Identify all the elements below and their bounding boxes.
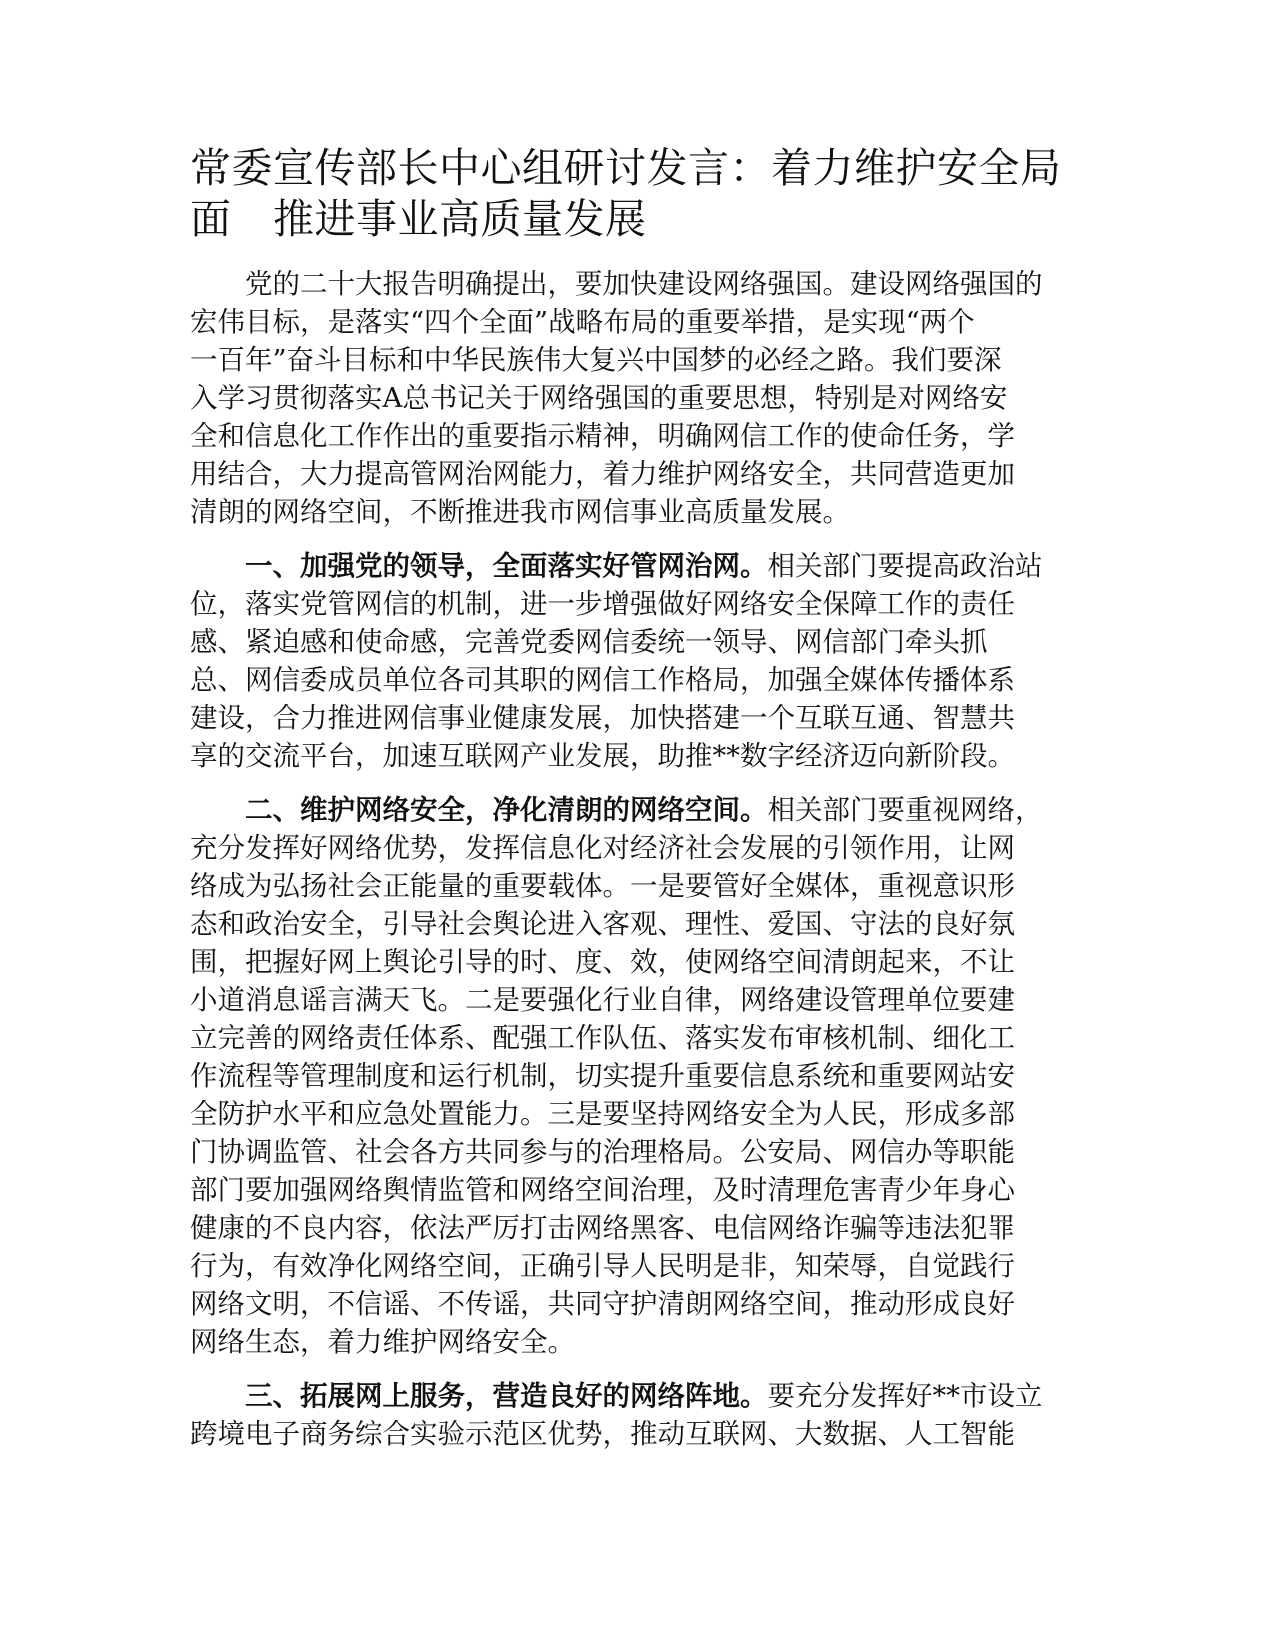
paragraph-line [190, 303, 1070, 341]
paragraph-line [190, 737, 1070, 775]
paragraph-line [190, 867, 1070, 905]
line-text: 围，把握好网上舆论引导的时、度、效，使网络空间清朗起来，不让 [190, 946, 1015, 978]
paragraph-line [190, 417, 1070, 455]
paragraph-line [190, 1209, 1070, 1247]
line-text: 位，落实党管网信的机制，进一步增强做好网络安全保障工作的责任 [190, 588, 1015, 620]
line-text: 作流程等管理制度和运行机制，切实提升重要信息系统和重要网站安 [190, 1060, 1015, 1092]
paragraph-line [190, 1019, 1070, 1057]
paragraph-line [190, 1133, 1070, 1171]
line-text: 宏伟目标，是落实“四个全面”战略布局的重要举措，是实现“两个 [190, 306, 975, 338]
line-text: 总、网信委成员单位各司其职的网信工作格局，加强全媒体传播体系 [190, 664, 1015, 696]
document-body [190, 143, 1070, 1453]
line-text: 网络生态，着力维护网络安全。 [190, 1326, 575, 1358]
line-text: 建设，合力推进网信事业健康发展，加快搭建一个互联互通、智慧共 [190, 702, 1015, 734]
document-title [190, 143, 1070, 245]
paragraph-line [190, 981, 1070, 1019]
paragraph-line [190, 547, 1070, 585]
line-text: 全防护水平和应急处置能力。三是要坚持网络安全为人民，形成多部 [190, 1098, 1015, 1130]
line-text: 网络文明，不信谣、不传谣，共同守护清朗网络空间，推动形成良好 [190, 1288, 1015, 1320]
line-text: 部门要加强网络舆情监管和网络空间治理，及时清理危害青少年身心 [190, 1174, 1015, 1206]
paragraph-line [190, 1057, 1070, 1095]
line-text: 相关部门要提高政治站 [767, 550, 1043, 582]
paragraph-line [190, 623, 1070, 661]
paragraph-line [190, 699, 1070, 737]
line-text: 党的二十大报告明确提出，要加快建设网络强国。建设网络强国的 [190, 268, 1043, 300]
paragraph-line [190, 905, 1070, 943]
paragraph-line [190, 341, 1070, 379]
paragraph-line [190, 661, 1070, 699]
line-text: 行为，有效净化网络空间，正确引导人民明是非，知荣辱，自觉践行 [190, 1250, 1015, 1282]
paragraph-line [190, 1377, 1070, 1415]
paragraph-line [190, 1171, 1070, 1209]
paragraph-line [190, 791, 1070, 829]
paragraph [190, 265, 1070, 531]
line-text: 要充分发挥好**市设立 [767, 1380, 1043, 1412]
paragraph [190, 1377, 1070, 1453]
paragraph-line [190, 1095, 1070, 1133]
paragraph-line [190, 1247, 1070, 1285]
line-text: 跨境电子商务综合实验示范区优势，推动互联网、大数据、人工智能 [190, 1418, 1015, 1450]
line-text: 态和政治安全，引导社会舆论进入客观、理性、爱国、守法的良好氛 [190, 908, 1015, 940]
paragraph-line [190, 493, 1070, 531]
line-text: 络成为弘扬社会正能量的重要载体。一是要管好全媒体，重视意识形 [190, 870, 1015, 902]
paragraph-line [190, 585, 1070, 623]
line-text: 充分发挥好网络优势，发挥信息化对经济社会发展的引领作用，让网 [190, 832, 1015, 864]
paragraph-line [190, 265, 1070, 303]
title-line: 常委宣传部长中心组研讨发言：着力维护安全局 [190, 144, 1062, 192]
line-text: 入学习贯彻落实A总书记关于网络强国的重要思想，特别是对网络安 [190, 382, 1008, 414]
title-line: 面 推进事业高质量发展 [190, 195, 647, 243]
line-text: 清朗的网络空间，不断推进我市网信事业高质量发展。 [190, 496, 850, 528]
paragraph-line [190, 455, 1070, 493]
paragraph-line [190, 829, 1070, 867]
paragraph-list [190, 265, 1070, 1453]
paragraph-line [190, 1323, 1070, 1361]
section-heading: 一、加强党的领导，全面落实好管网治网。 [190, 550, 768, 582]
paragraph [190, 547, 1070, 775]
line-text: 用结合，大力提高管网治网能力，着力维护网络安全，共同营造更加 [190, 458, 1015, 490]
line-text: 感、紧迫感和使命感，完善党委网信委统一领导、网信部门牵头抓 [190, 626, 988, 658]
line-text: 全和信息化工作作出的重要指示精神，明确网信工作的使命任务，学 [190, 420, 1015, 452]
line-text: 立完善的网络责任体系、配强工作队伍、落实发布审核机制、细化工 [190, 1022, 1015, 1054]
line-text: 享的交流平台，加速互联网产业发展，助推**数字经济迈向新阶段。 [190, 740, 1015, 772]
line-text: 健康的不良内容，依法严厉打击网络黑客、电信网络诈骗等违法犯罪 [190, 1212, 1015, 1244]
section-heading: 二、维护网络安全，净化清朗的网络空间。 [190, 794, 768, 826]
line-text: 一百年”奋斗目标和中华民族伟大复兴中国梦的必经之路。我们要深 [190, 344, 1002, 376]
line-text: 小道消息谣言满天飞。二是要强化行业自律，网络建设管理单位要建 [190, 984, 1015, 1016]
paragraph-line [190, 379, 1070, 417]
line-text: 相关部门要重视网络， [767, 794, 1043, 826]
paragraph-line [190, 1285, 1070, 1323]
paragraph [190, 791, 1070, 1361]
paragraph-line [190, 1415, 1070, 1453]
paragraph-line [190, 943, 1070, 981]
section-heading: 三、拓展网上服务，营造良好的网络阵地。 [190, 1380, 768, 1412]
line-text: 门协调监管、社会各方共同参与的治理格局。公安局、网信办等职能 [190, 1136, 1015, 1168]
